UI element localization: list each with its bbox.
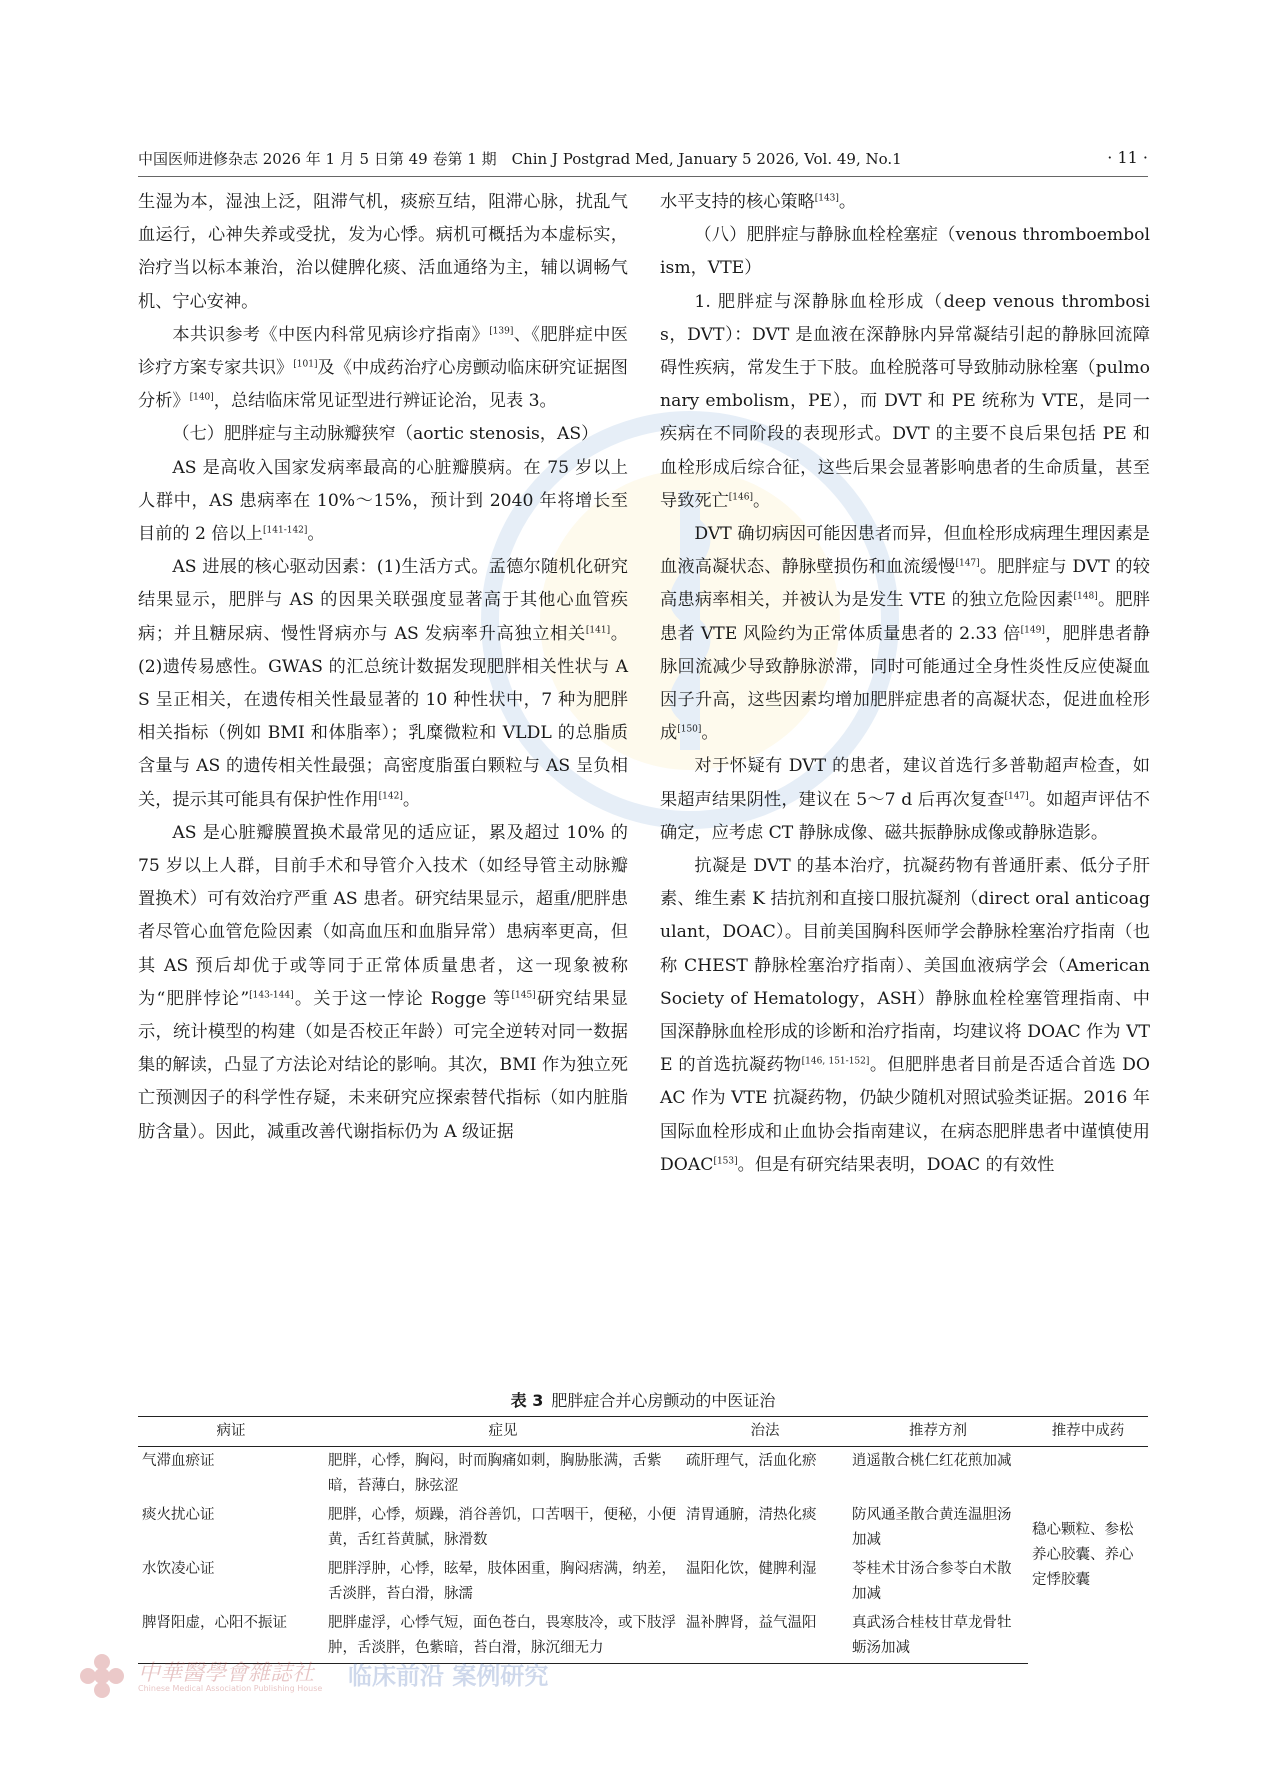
header-rule: [138, 176, 1148, 177]
paragraph: AS 是心脏瓣膜置换术最常见的适应证，累及超过 10% 的 75 岁以上人群，目前手术和导管介入技术（如经导管主动脉瓣置换术）可有效治疗严重 AS 患者。研究结果显示，超重/肥胖患者尽管心血管危险因素（如高血压和血脂异常）患病率更高，但其 AS 预后却优于或等同于正常体质量患者，这一现象被称为“肥胖悖论”[143-144]。关于这一悖论 Rogge 等[145]研究结果显示，统计模型的构建（如是否校正年龄）可完全逆转对同一数据集的解读，凸显了方法论对结论的影响。其次，BMI 作为独立死亡预测因子的科学性存疑，未来研究应探索替代指标（如内脏脂肪含量）。因此，减重改善代谢指标仍为 A 级证据: [138, 822, 628, 1142]
left-column: [138, 186, 628, 1149]
citation[interactable]: [148]: [1073, 591, 1098, 602]
citation[interactable]: [142]: [378, 790, 403, 801]
citation[interactable]: [145]: [511, 990, 536, 1001]
table-header-row: [138, 1417, 1148, 1447]
table-cell: 肥胖虚浮，心悸气短，面色苍白，畏寒肢冷，或下肢浮肿，舌淡胖，色紫暗，苔白滑，脉沉细无力: [324, 1609, 682, 1664]
citation[interactable]: [139]: [489, 326, 514, 337]
citation[interactable]: [140]: [189, 392, 214, 403]
table-cell: 水饮凌心证: [142, 1561, 215, 1577]
table-cell-shared-cpm: 稳心颗粒、参松养心胶囊、养心定悸胶囊: [1032, 1521, 1134, 1588]
table-row: [138, 1555, 1148, 1609]
running-header: [138, 148, 1148, 174]
column-header: 病证: [138, 1417, 324, 1447]
table-label: 表 3: [510, 1391, 544, 1410]
citation[interactable]: [150]: [677, 724, 702, 735]
table-cell: 防风通圣散合黄连温胆汤加减: [852, 1507, 1012, 1548]
paragraph: DVT 确切病因可能因患者而异，但血栓形成病理生理因素是血液高凝状态、静脉壁损伤和血流缓慢[147]。肥胖症与 DVT 的较高患病率相关，并被认为是发生 VTE 的独立危险因素[148]。肥胖患者 VTE 风险约为正常体质量患者的 2.33 倍[149]，肥胖患者静脉回流减少导致静脉淤滞，同时可能通过全身性炎性反应使凝血因子升高，这些因素均增加肥胖症患者的高凝状态，促进血栓形成[150]。: [660, 524, 1150, 744]
table-cell: 逍遥散合桃仁红花煎加减: [852, 1453, 1012, 1469]
citation[interactable]: [146, 151-152]: [801, 1056, 870, 1067]
page-number: · 11 ·: [1107, 148, 1148, 167]
table-cell: 温阳化饮，健脾利湿: [686, 1561, 817, 1577]
paragraph: 1. 肥胖症与深静脉血栓形成（deep venous thrombosis，DVT）：DVT 是血液在深静脉内异常凝结引起的静脉回流障碍性疾病，常发生于下肢。血栓脱落可导致肺动脉栓塞（pulmonary embolism，PE），而 DVT 和 PE 统称为 VTE，是同一疾病在不同阶段的表现形式。DVT 的主要不良后果包括 PE 和血栓形成后综合征，这些后果会显著影响患者的生命质量，甚至导致死亡[146]。: [660, 291, 1150, 511]
citation[interactable]: [147]: [955, 558, 980, 569]
section-heading: （七）肥胖症与主动脉瓣狭窄（aortic stenosis，AS）: [172, 424, 599, 445]
section-heading: （八）肥胖症与静脉血栓栓塞症（venous thromboembolism，VTE）: [660, 225, 1150, 279]
table-cell: 肥胖，心悸，烦躁，消谷善饥，口苦咽干，便秘，小便黄，舌红苔黄腻，脉滑数: [328, 1507, 676, 1548]
column-header: 症见: [324, 1417, 682, 1447]
citation[interactable]: [147]: [1004, 790, 1029, 801]
table-caption: [138, 1388, 1148, 1411]
citation[interactable]: [101]: [293, 359, 318, 370]
publisher-name-cn: 中華醫學會雜誌社: [138, 1661, 315, 1686]
publisher-logo: [78, 1652, 598, 1702]
citation[interactable]: [143]: [814, 193, 839, 204]
table-row: [138, 1447, 1148, 1502]
citation[interactable]: [141-142]: [263, 525, 308, 536]
tcm-table: [138, 1416, 1148, 1664]
table-cell: 真武汤合桂枝甘草龙骨牡蛎汤加减: [848, 1609, 1028, 1664]
paragraph: AS 是高收入国家发病率最高的心脏瓣膜病。在 75 岁以上人群中，AS 患病率在 10%～15%，预计到 2040 年将增长至目前的 2 倍以上[141-142]。: [138, 457, 628, 545]
paragraph: 对于怀疑有 DVT 的患者，建议首选行多普勒超声检查，如果超声结果阴性，建议在 5～7 d 后再次复查[147]。如超声评估不确定，应考虑 CT 静脉成像、磁共振静脉成像或静脉造影。: [660, 756, 1150, 843]
table-cell: 苓桂术甘汤合参苓白术散加减: [852, 1561, 1012, 1602]
journal-citation: 中国医师进修杂志 2026 年 1 月 5 日第 49 卷第 1 期 Chin J Postgrad Med, January 5 2026, Vol. 49, No.1: [138, 150, 902, 168]
paragraph: 水平支持的核心策略[143]。: [660, 192, 857, 212]
citation[interactable]: [141]: [585, 624, 611, 635]
publisher-brand: 临床前沿 案例研究: [348, 1662, 549, 1690]
flower-logo-icon: [78, 1652, 126, 1700]
publisher-name-en: Chinese Medical Association Publishing House: [138, 1684, 323, 1693]
citation[interactable]: [149]: [1020, 624, 1045, 635]
table-cell: 温补脾肾，益气温阳: [682, 1609, 848, 1664]
column-header: 推荐中成药: [1028, 1417, 1148, 1447]
column-header: 推荐方剂: [848, 1417, 1028, 1447]
table-cell: 痰火扰心证: [142, 1507, 215, 1523]
column-header: 治法: [682, 1417, 848, 1447]
right-column: [660, 186, 1150, 1182]
table-title: 肥胖症合并心房颤动的中医证治: [551, 1391, 776, 1410]
table-cell: 肥胖，心悸，胸闷，时而胸痛如刺，胸胁胀满，舌紫暗，苔薄白，脉弦涩: [328, 1453, 662, 1494]
table-row: [138, 1501, 1148, 1555]
citation[interactable]: [153]: [713, 1156, 738, 1167]
table-cell: 疏肝理气，活血化瘀: [686, 1453, 817, 1469]
table-cell: 气滞血瘀证: [142, 1453, 215, 1469]
paragraph: 本共识参考《中医内科常见病诊疗指南》[139]、《肥胖症中医诊疗方案专家共识》[101]及《中成药治疗心房颤动临床研究证据图分析》[140]，总结临床常见证型进行辨证论治，见表 3。: [138, 324, 628, 412]
paragraph: AS 进展的核心驱动因素：(1)生活方式。孟德尔随机化研究结果显示，肥胖与 AS 的因果关联强度显著高于其他心血管疾病；并且糖尿病、慢性肾病亦与 AS 发病率升高独立相关[141]。(2)遗传易感性。GWAS 的汇总统计数据发现肥胖相关性状与 AS 呈正相关，在遗传相关性最显著的 10 种性状中，7 种为肥胖相关指标（例如 BMI 和体脂率）；乳糜微粒和 VLDL 的总脂质含量与 AS 的遗传相关性最强；高密度脂蛋白颗粒与 AS 呈负相关，提示其可能具有保护性作用[142]。: [138, 557, 628, 810]
paragraph: 生湿为本，湿浊上泛，阻滞气机，痰瘀互结，阻滞心脉，扰乱气血运行，心神失养或受扰，发为心悸。病机可概括为本虚标实，治疗当以标本兼治，治以健脾化痰、活血通络为主，辅以调畅气机、宁心安神。: [138, 192, 628, 312]
table-cell: 清胃通腑，清热化痰: [686, 1507, 817, 1523]
table-cell: 肥胖浮肿，心悸，眩晕，肢体困重，胸闷痞满，纳差，舌淡胖，苔白滑，脉濡: [328, 1561, 676, 1602]
citation[interactable]: [146]: [728, 492, 753, 503]
paragraph: 抗凝是 DVT 的基本治疗，抗凝药物有普通肝素、低分子肝素、维生素 K 拮抗剂和直接口服抗凝剂（direct oral anticoagulant，DOAC）。目前美国胸科医师学会静脉栓塞治疗指南（也称 CHEST 静脉栓塞治疗指南）、美国血液病学会（American Society of Hematology，ASH）静脉血栓栓塞管理指南、中国深静脉血栓形成的诊断和治疗指南，均建议将 DOAC 作为 VTE 的首选抗凝药物[146, 151-152]。但肥胖患者目前是否适合首选 DOAC 作为 VTE 抗凝药物，仍缺少随机对照试验类证据。2016 年国际血栓形成和止血协会指南建议，在病态肥胖患者中谨慎使用 DOAC[153]。但是有研究结果表明，DOAC 的有效性: [660, 856, 1151, 1175]
citation[interactable]: [143-144]: [249, 990, 294, 1001]
table-cell: 脾肾阳虚，心阳不振证: [138, 1609, 324, 1664]
